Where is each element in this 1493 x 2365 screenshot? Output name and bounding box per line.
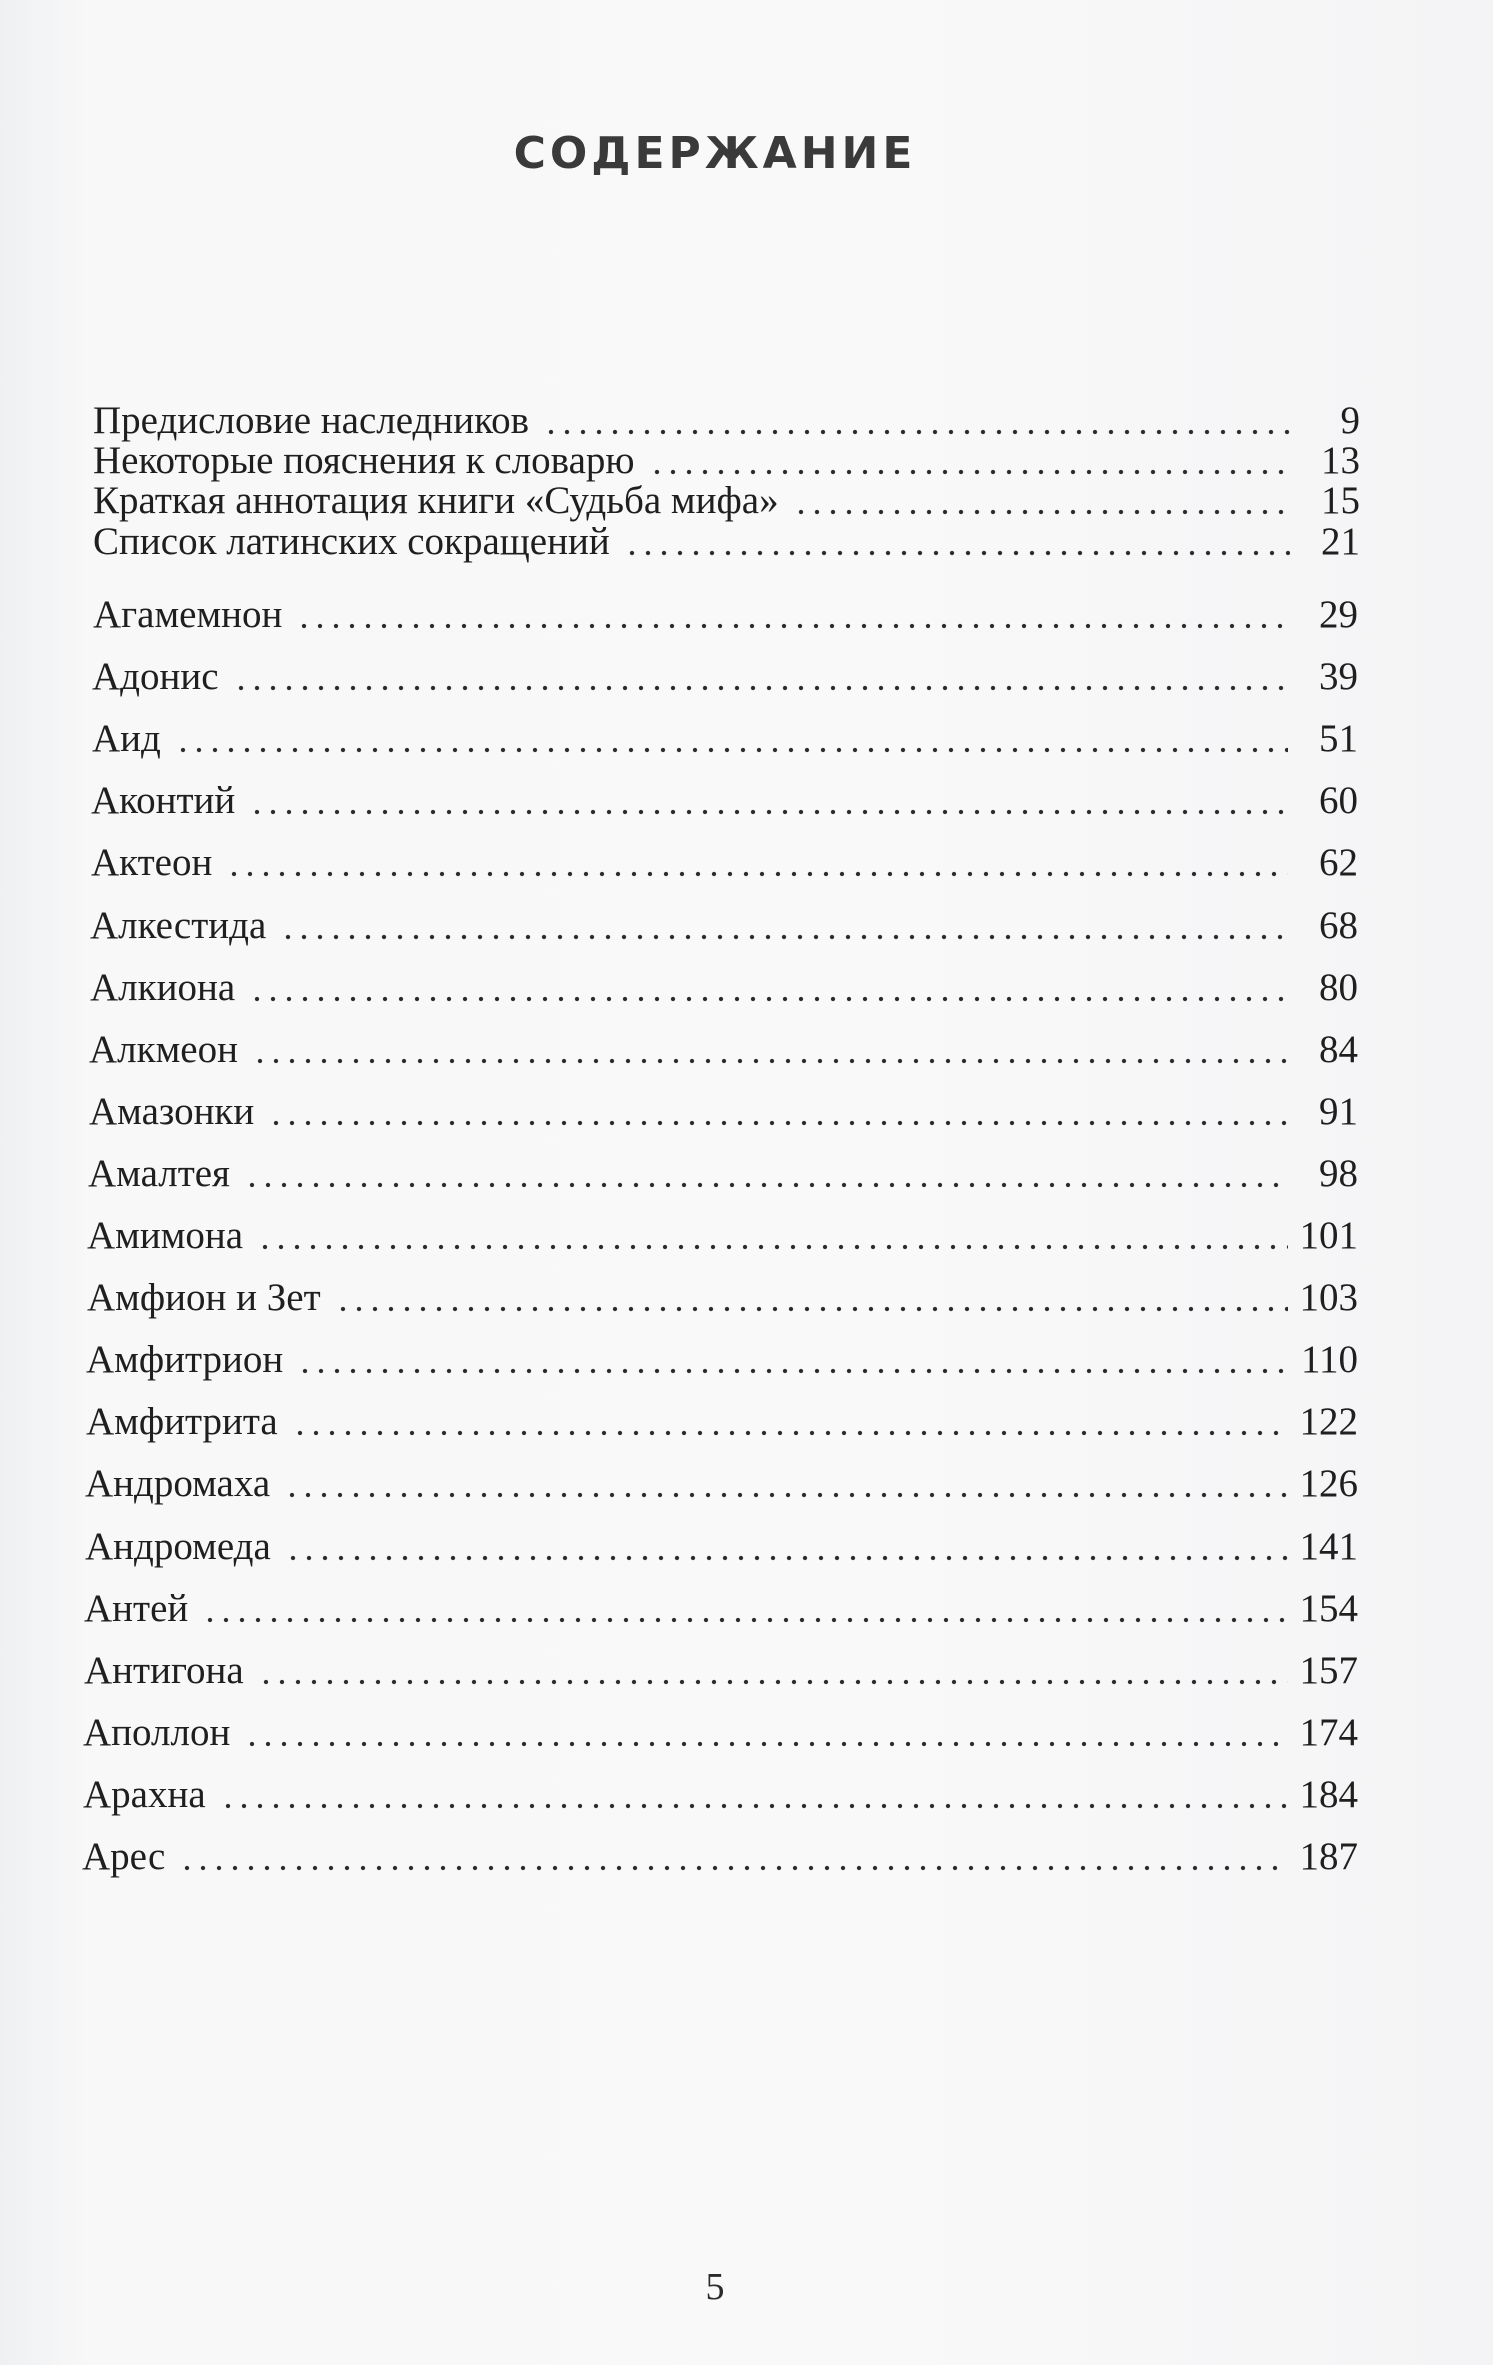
entry-page-number: 21: [1321, 520, 1360, 563]
entry-page-number: 13: [1321, 439, 1360, 482]
dot-leader: [233, 684, 1288, 692]
front-matter-row: [93, 513, 1360, 567]
entry-title: Краткая аннотация книги «Судьба мифа»: [93, 479, 779, 522]
entry-page-number: 91: [1319, 1089, 1358, 1133]
entry-page-number: 62: [1319, 841, 1358, 885]
dot-leader: [244, 1740, 1288, 1748]
dot-leader: [624, 549, 1290, 557]
dot-leader: [257, 1243, 1288, 1251]
dot-leader: [220, 1802, 1288, 1810]
entry-title: Арахна: [83, 1772, 206, 1816]
toc-entry-row: [83, 1766, 1358, 1820]
dot-leader: [252, 1057, 1288, 1065]
entry-title: Список латинских сокращений: [93, 520, 610, 563]
entry-title: Алкиона: [90, 965, 236, 1009]
toc-entry-row: [91, 772, 1358, 826]
entry-title: Предисловие наследников: [93, 399, 530, 442]
dot-leader: [268, 1119, 1288, 1127]
toc-entry-row: [86, 1331, 1358, 1385]
entry-title: Аконтий: [91, 779, 236, 823]
dot-leader: [179, 1864, 1288, 1872]
dot-leader: [297, 1367, 1288, 1375]
entry-page-number: 9: [1340, 399, 1360, 442]
dot-leader: [296, 622, 1288, 630]
entry-title: Адонис: [92, 655, 219, 699]
dot-leader: [285, 1554, 1288, 1562]
entry-title: Андромаха: [85, 1462, 271, 1506]
entry-title: Амфитрион: [86, 1338, 284, 1382]
entry-page-number: 39: [1319, 655, 1358, 699]
dot-leader: [249, 808, 1288, 816]
entry-page-number: 187: [1299, 1835, 1358, 1878]
entry-title: Актеон: [91, 841, 213, 885]
dot-leader: [244, 1181, 1288, 1189]
page-number: 5: [705, 2266, 725, 2308]
entry-title: Амфитрита: [86, 1400, 278, 1444]
entry-title: Антигона: [84, 1648, 244, 1692]
dot-leader: [335, 1305, 1288, 1313]
dot-leader: [226, 870, 1288, 878]
toc-entry-row: [88, 1145, 1358, 1199]
entry-page-number: 68: [1319, 903, 1358, 947]
entry-page-number: 184: [1299, 1772, 1358, 1816]
toc-entry-row: [84, 1642, 1358, 1696]
toc-entry-row: [90, 897, 1358, 951]
entry-title: Амазонки: [89, 1089, 255, 1133]
entry-title: Алкестида: [90, 903, 267, 947]
entry-title: Арес: [82, 1835, 166, 1878]
toc-entry-row: [93, 586, 1358, 640]
entry-title: Аид: [92, 717, 161, 761]
entry-page-number: 110: [1300, 1338, 1358, 1382]
dot-leader: [202, 1616, 1288, 1624]
entry-page-number: 174: [1299, 1710, 1358, 1754]
entry-page-number: 15: [1321, 479, 1360, 522]
entry-page-number: 157: [1299, 1648, 1358, 1692]
toc-entry-row: [82, 1828, 1358, 1882]
dot-leader: [284, 1491, 1288, 1499]
entry-title: Амимона: [87, 1214, 244, 1257]
entry-page-number: 80: [1319, 965, 1358, 1009]
entry-title: Амфион и Зет: [87, 1276, 321, 1320]
toc-entry-row: [89, 1083, 1358, 1137]
entry-page-number: 84: [1319, 1027, 1358, 1071]
dot-leader: [249, 995, 1288, 1003]
entry-page-number: 154: [1299, 1586, 1358, 1630]
dot-leader: [280, 933, 1288, 941]
toc-entry-row: [87, 1269, 1358, 1323]
toc-entry-row: [86, 1393, 1358, 1447]
entry-page-number: 122: [1299, 1400, 1358, 1444]
entry-page-number: 29: [1319, 593, 1358, 636]
toc-entry-row: [90, 959, 1358, 1013]
toc-entry-row: [85, 1518, 1358, 1572]
entry-page-number: 98: [1319, 1151, 1358, 1195]
toc-entry-row: [92, 648, 1358, 702]
entry-title: Амалтея: [88, 1151, 230, 1195]
toc-entry-row: [85, 1455, 1358, 1509]
toc-entry-row: [89, 1021, 1358, 1075]
entry-page-number: 141: [1299, 1524, 1358, 1568]
entry-title: Андромеда: [85, 1524, 271, 1568]
entry-title: Некоторые пояснения к словарю: [93, 439, 635, 482]
entry-title: Антей: [84, 1586, 189, 1630]
toc-entry-row: [87, 1207, 1358, 1261]
entry-page-number: 60: [1319, 779, 1358, 823]
toc-entry-row: [83, 1704, 1358, 1758]
toc-entry-row: [91, 834, 1358, 888]
dot-leader: [258, 1678, 1288, 1686]
entry-page-number: 51: [1319, 717, 1358, 761]
entry-title: Аполлон: [83, 1710, 231, 1754]
entry-title: Агамемнон: [93, 593, 283, 636]
entry-page-number: 126: [1299, 1462, 1358, 1506]
toc-entry-row: [84, 1580, 1358, 1634]
dot-leader: [175, 746, 1288, 754]
entry-page-number: 103: [1299, 1276, 1358, 1320]
entry-title: Алкмеон: [89, 1027, 238, 1071]
toc-entry-row: [92, 710, 1358, 764]
entry-page-number: 101: [1299, 1214, 1358, 1257]
page-title: СОДЕРЖАНИЕ: [513, 128, 917, 179]
dot-leader: [292, 1429, 1288, 1437]
